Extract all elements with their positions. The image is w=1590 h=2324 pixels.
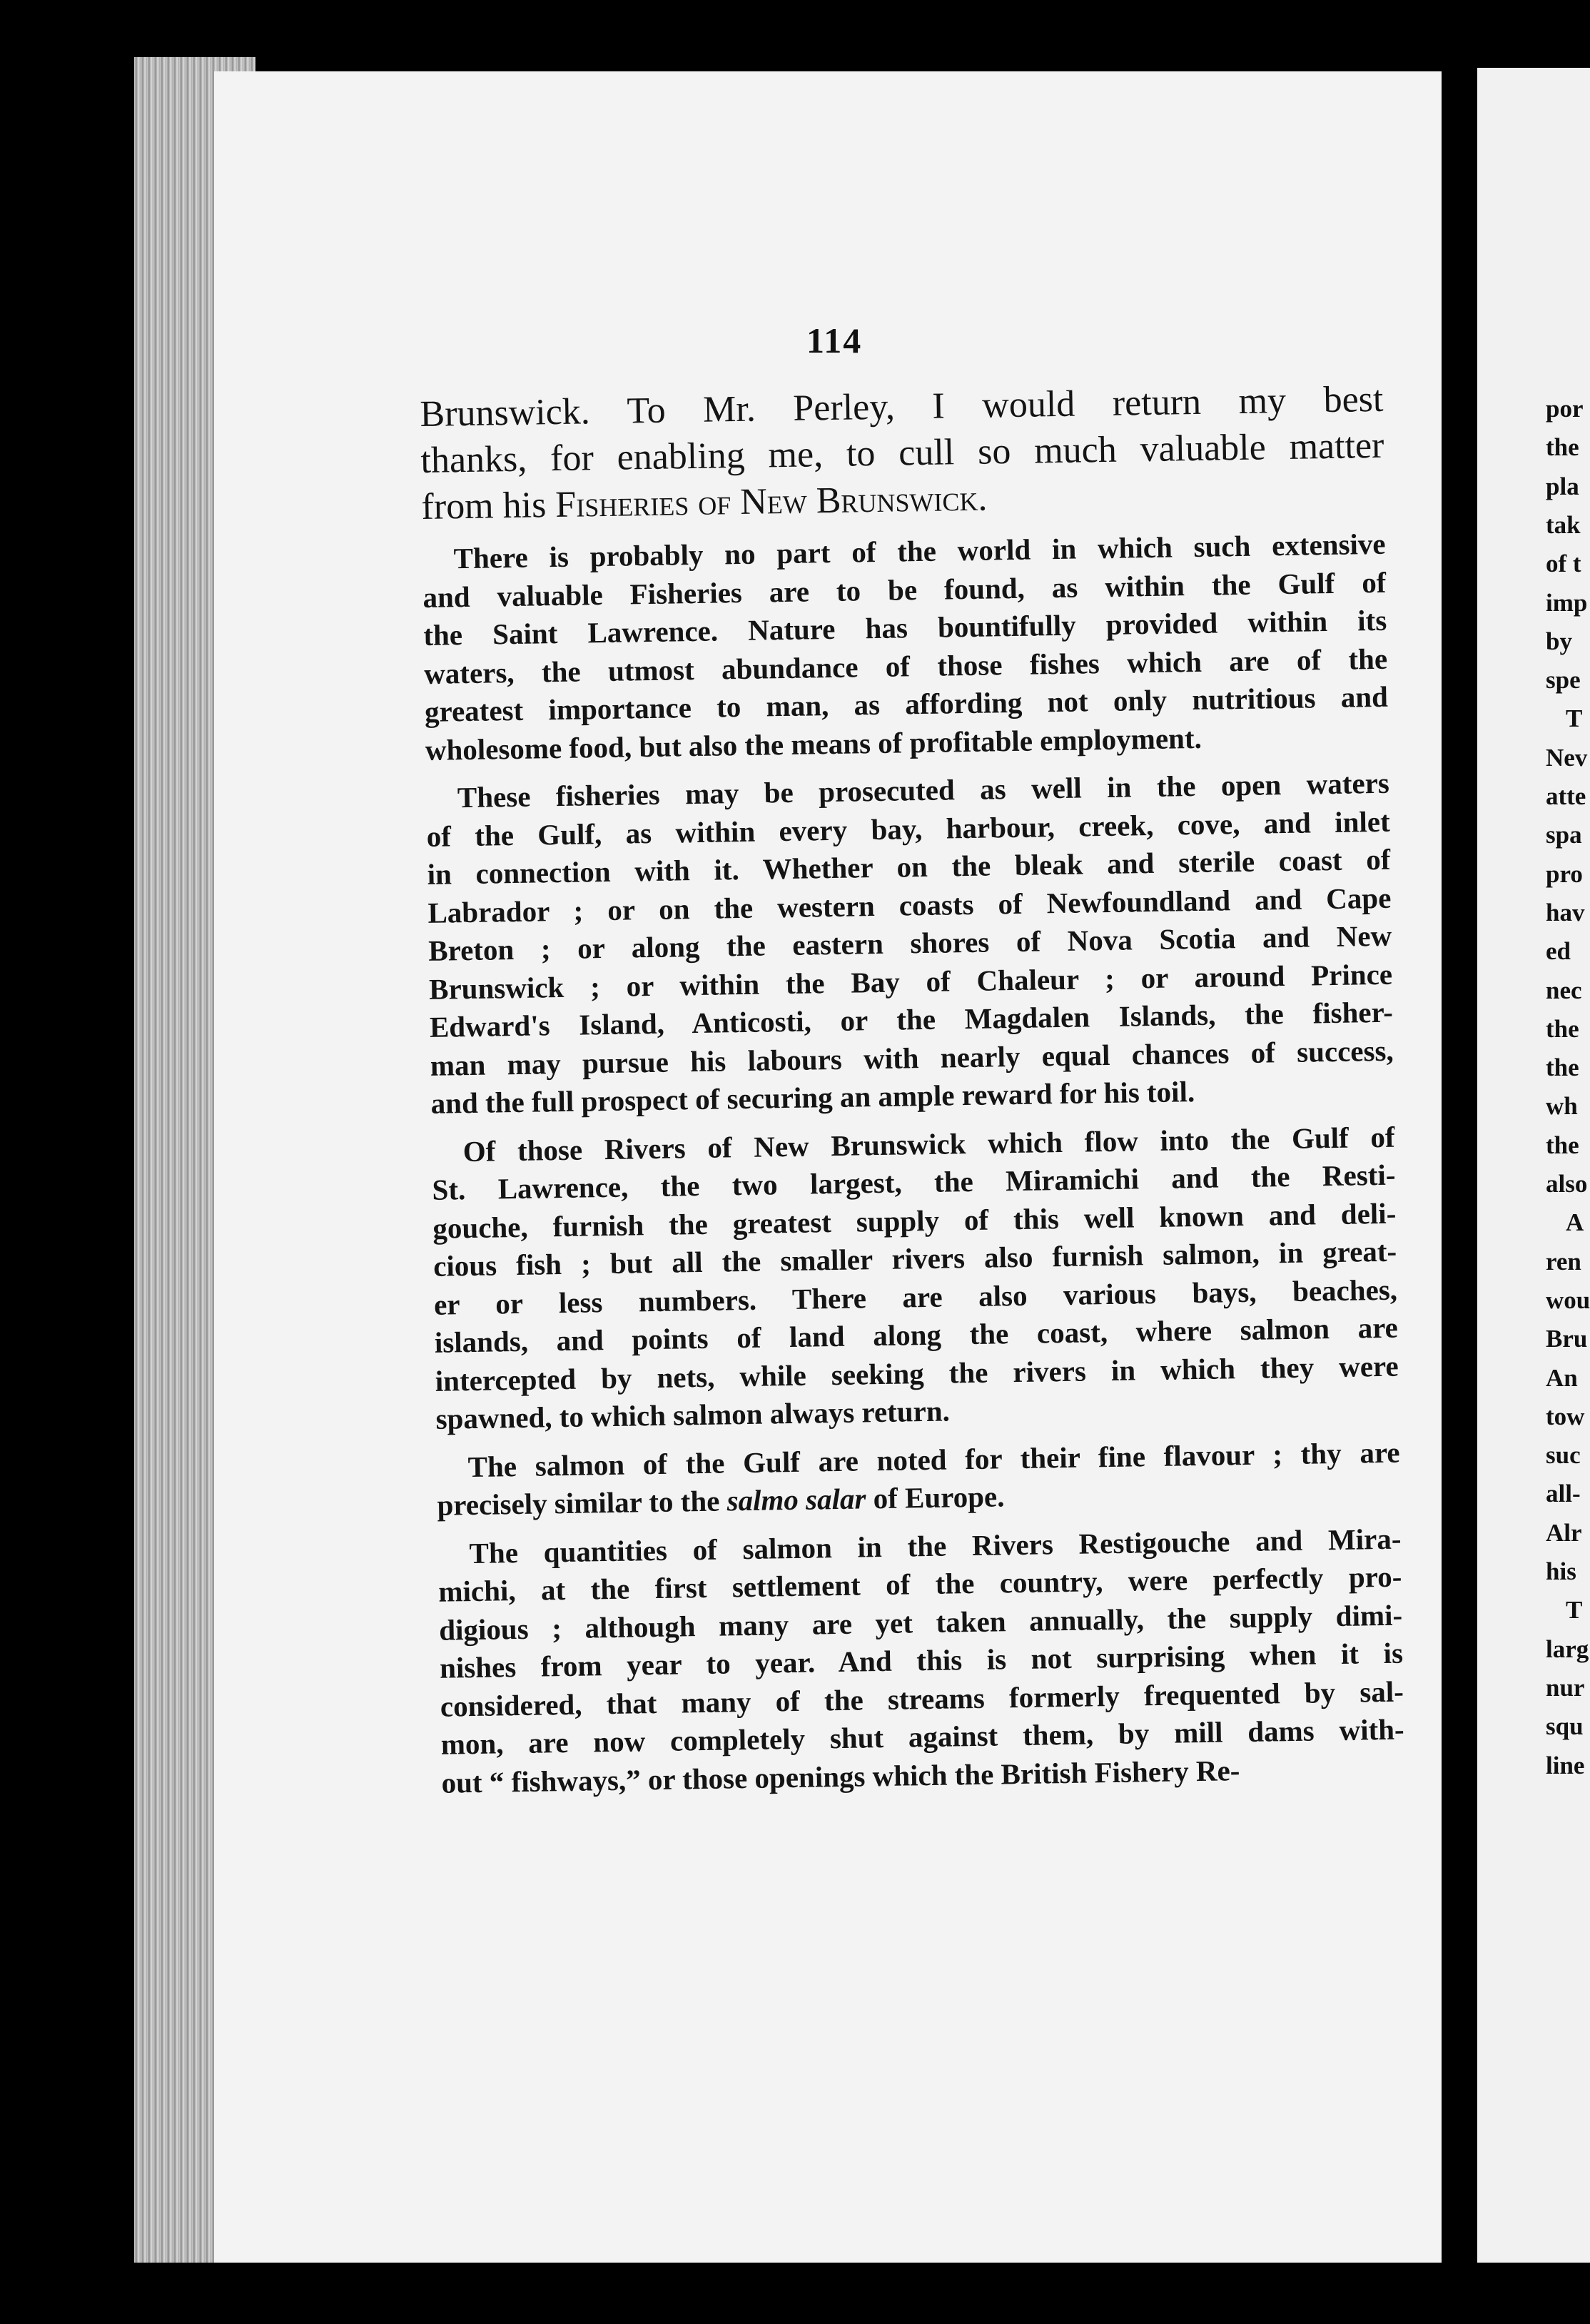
next-page-fragment: ed (1546, 937, 1571, 966)
next-page-fragment: hav (1546, 898, 1585, 926)
next-page-fragment: the (1546, 1014, 1579, 1043)
next-page-fragment: Nev (1546, 743, 1588, 772)
next-page-fragment: Alr (1546, 1518, 1582, 1547)
text-line: St. Lawrence, the two largest, the Miramichi and the Resti- (432, 1158, 1396, 1206)
text-column (420, 376, 1405, 1802)
next-page-fragment: A (1566, 1208, 1584, 1237)
paragraph (437, 1520, 1405, 1802)
next-page-fragment: ren (1546, 1247, 1581, 1275)
next-page-fragment: T (1566, 1596, 1583, 1625)
paragraph (436, 1433, 1401, 1525)
opening-paragraph (420, 376, 1385, 530)
next-page-fragment: T (1566, 704, 1583, 733)
paragraph (422, 525, 1389, 769)
next-page-fragment: suc (1546, 1441, 1581, 1470)
next-page-fragment: his (1546, 1557, 1576, 1585)
right-page-partial (1477, 68, 1590, 2263)
text-line: These fisheries may be prosecuted as well in the open waters (457, 766, 1390, 814)
next-page-fragment: nur (1546, 1673, 1585, 1702)
next-page-fragment: tow (1546, 1402, 1585, 1430)
text-line: in connection with it. Whether on the bleak and sterile coast of (427, 842, 1391, 891)
text-line: wholesome food, but also the means of profitable employment. (425, 721, 1202, 767)
next-page-fragment: por (1546, 395, 1584, 423)
book-title: Fisheries of New Brunswick (555, 478, 978, 526)
text-line: spawned, to which salmon always return. (435, 1394, 951, 1435)
next-page-fragment: tak (1546, 510, 1581, 539)
text-line: greatest importance to man, as affording not only nutritious and (424, 679, 1389, 728)
text-line: cious fish ; but all the smaller rivers also furnish salmon, in great- (432, 1234, 1397, 1283)
text-line: and the full prospect of securing an ample reward for his toil. (430, 1075, 1195, 1120)
next-page-fragment: nec (1546, 976, 1582, 1004)
text-line: Breton ; or along the eastern shores of Nova Scotia and New (427, 919, 1392, 967)
text-line: and valuable Fisheries are to be found, as within the Gulf of (422, 565, 1387, 614)
text-line: man may pursue his labours with nearly equal chances of success, (430, 1034, 1394, 1082)
next-page-fragment: of t (1546, 550, 1581, 578)
text-line: Brunswick ; or within the Bay of Chaleur ; or around Prince (428, 957, 1393, 1006)
book-gutter (1442, 68, 1477, 2263)
text-line: thanks, for enabling me, to cull so much valuable matter (420, 425, 1384, 481)
paragraph (431, 1118, 1399, 1438)
next-page-fragment: imp (1546, 588, 1588, 617)
text-line: gouche, furnish the greatest supply of this well known and deli- (432, 1196, 1397, 1245)
text-line: the Saint Lawrence. Nature has bountifully provided within its (423, 603, 1387, 652)
next-page-fragment: spe (1546, 666, 1581, 694)
text-line: digious ; although many are yet taken annually, the supply dimi- (438, 1598, 1403, 1647)
text-line: out “ fishways,” or those openings which the British Fishery Re- (441, 1753, 1240, 1799)
next-page-fragment: all- (1546, 1480, 1581, 1508)
text-line: The salmon of the Gulf are noted for their fine flavour ; thy are (467, 1435, 1400, 1483)
next-page-fragment: Bru (1546, 1325, 1588, 1353)
next-page-fragment: by (1546, 627, 1572, 655)
next-page-fragment: atte (1546, 782, 1586, 810)
next-page-fragment: line (1546, 1751, 1585, 1779)
text-line: Labrador ; or on the western coasts of Newfoundland and Cape (427, 881, 1392, 929)
text-line: Edward's Island, Anticosti, or the Magdalen Islands, the fisher- (429, 995, 1394, 1044)
text-line: nishes from year to year. And this is not surprising when it is (439, 1636, 1404, 1684)
text-fragment: from his (421, 485, 556, 527)
body-paragraphs (422, 525, 1405, 1802)
next-page-fragment: the (1546, 433, 1579, 462)
next-page-fragment: pro (1546, 859, 1583, 888)
text-line: The quantities of salmon in the Rivers Restigouche and Mira- (469, 1522, 1402, 1570)
next-page-fragment: wh (1546, 1092, 1578, 1121)
next-page-fragment: An (1546, 1363, 1578, 1392)
text-line: er or less numbers. There are also various bays, beaches, (433, 1273, 1398, 1321)
text-line: There is probably no part of the world in which such extensive (453, 527, 1386, 575)
italic-term: salmo salar (726, 1482, 866, 1517)
next-page-fragment: also (1546, 1170, 1588, 1198)
text-line: of the Gulf, as within every bay, harbour, creek, cove, and inlet (426, 804, 1390, 853)
text-line: michi, at the first settlement of the country, were perfectly pro- (438, 1560, 1402, 1608)
next-page-fragment: squ (1546, 1712, 1584, 1741)
text-line: Brunswick. To Mr. Perley, I would return my best (420, 378, 1384, 435)
text-line: islands, and points of land along the coast, where salmon are (434, 1310, 1399, 1359)
text-fragment: precisely similar to the (437, 1484, 727, 1522)
next-page-fragment: spa (1546, 821, 1582, 849)
paragraph (426, 764, 1394, 1123)
next-page-fragment: the (1546, 1131, 1579, 1159)
text-line: intercepted by nets, while seeking the rivers in which they were (435, 1349, 1399, 1398)
next-page-fragment: the (1546, 1054, 1579, 1082)
next-page-fragment: larg (1546, 1635, 1589, 1663)
text-line: considered, that many of the streams formerly frequented by sal- (440, 1674, 1404, 1723)
text-fragment: . (977, 478, 988, 519)
next-page-fragment: wou (1546, 1285, 1590, 1314)
page-number: 114 (806, 320, 863, 360)
text-line: Of those Rivers of New Brunswick which flow into the Gulf of (462, 1120, 1395, 1168)
next-page-fragment: pla (1546, 472, 1579, 500)
text-line: mon, are now completely shut against them, by mill dams with- (440, 1712, 1404, 1761)
text-line: waters, the utmost abundance of those fishes which are of the (423, 642, 1388, 690)
text-fragment: of Europe. (866, 1480, 1005, 1515)
